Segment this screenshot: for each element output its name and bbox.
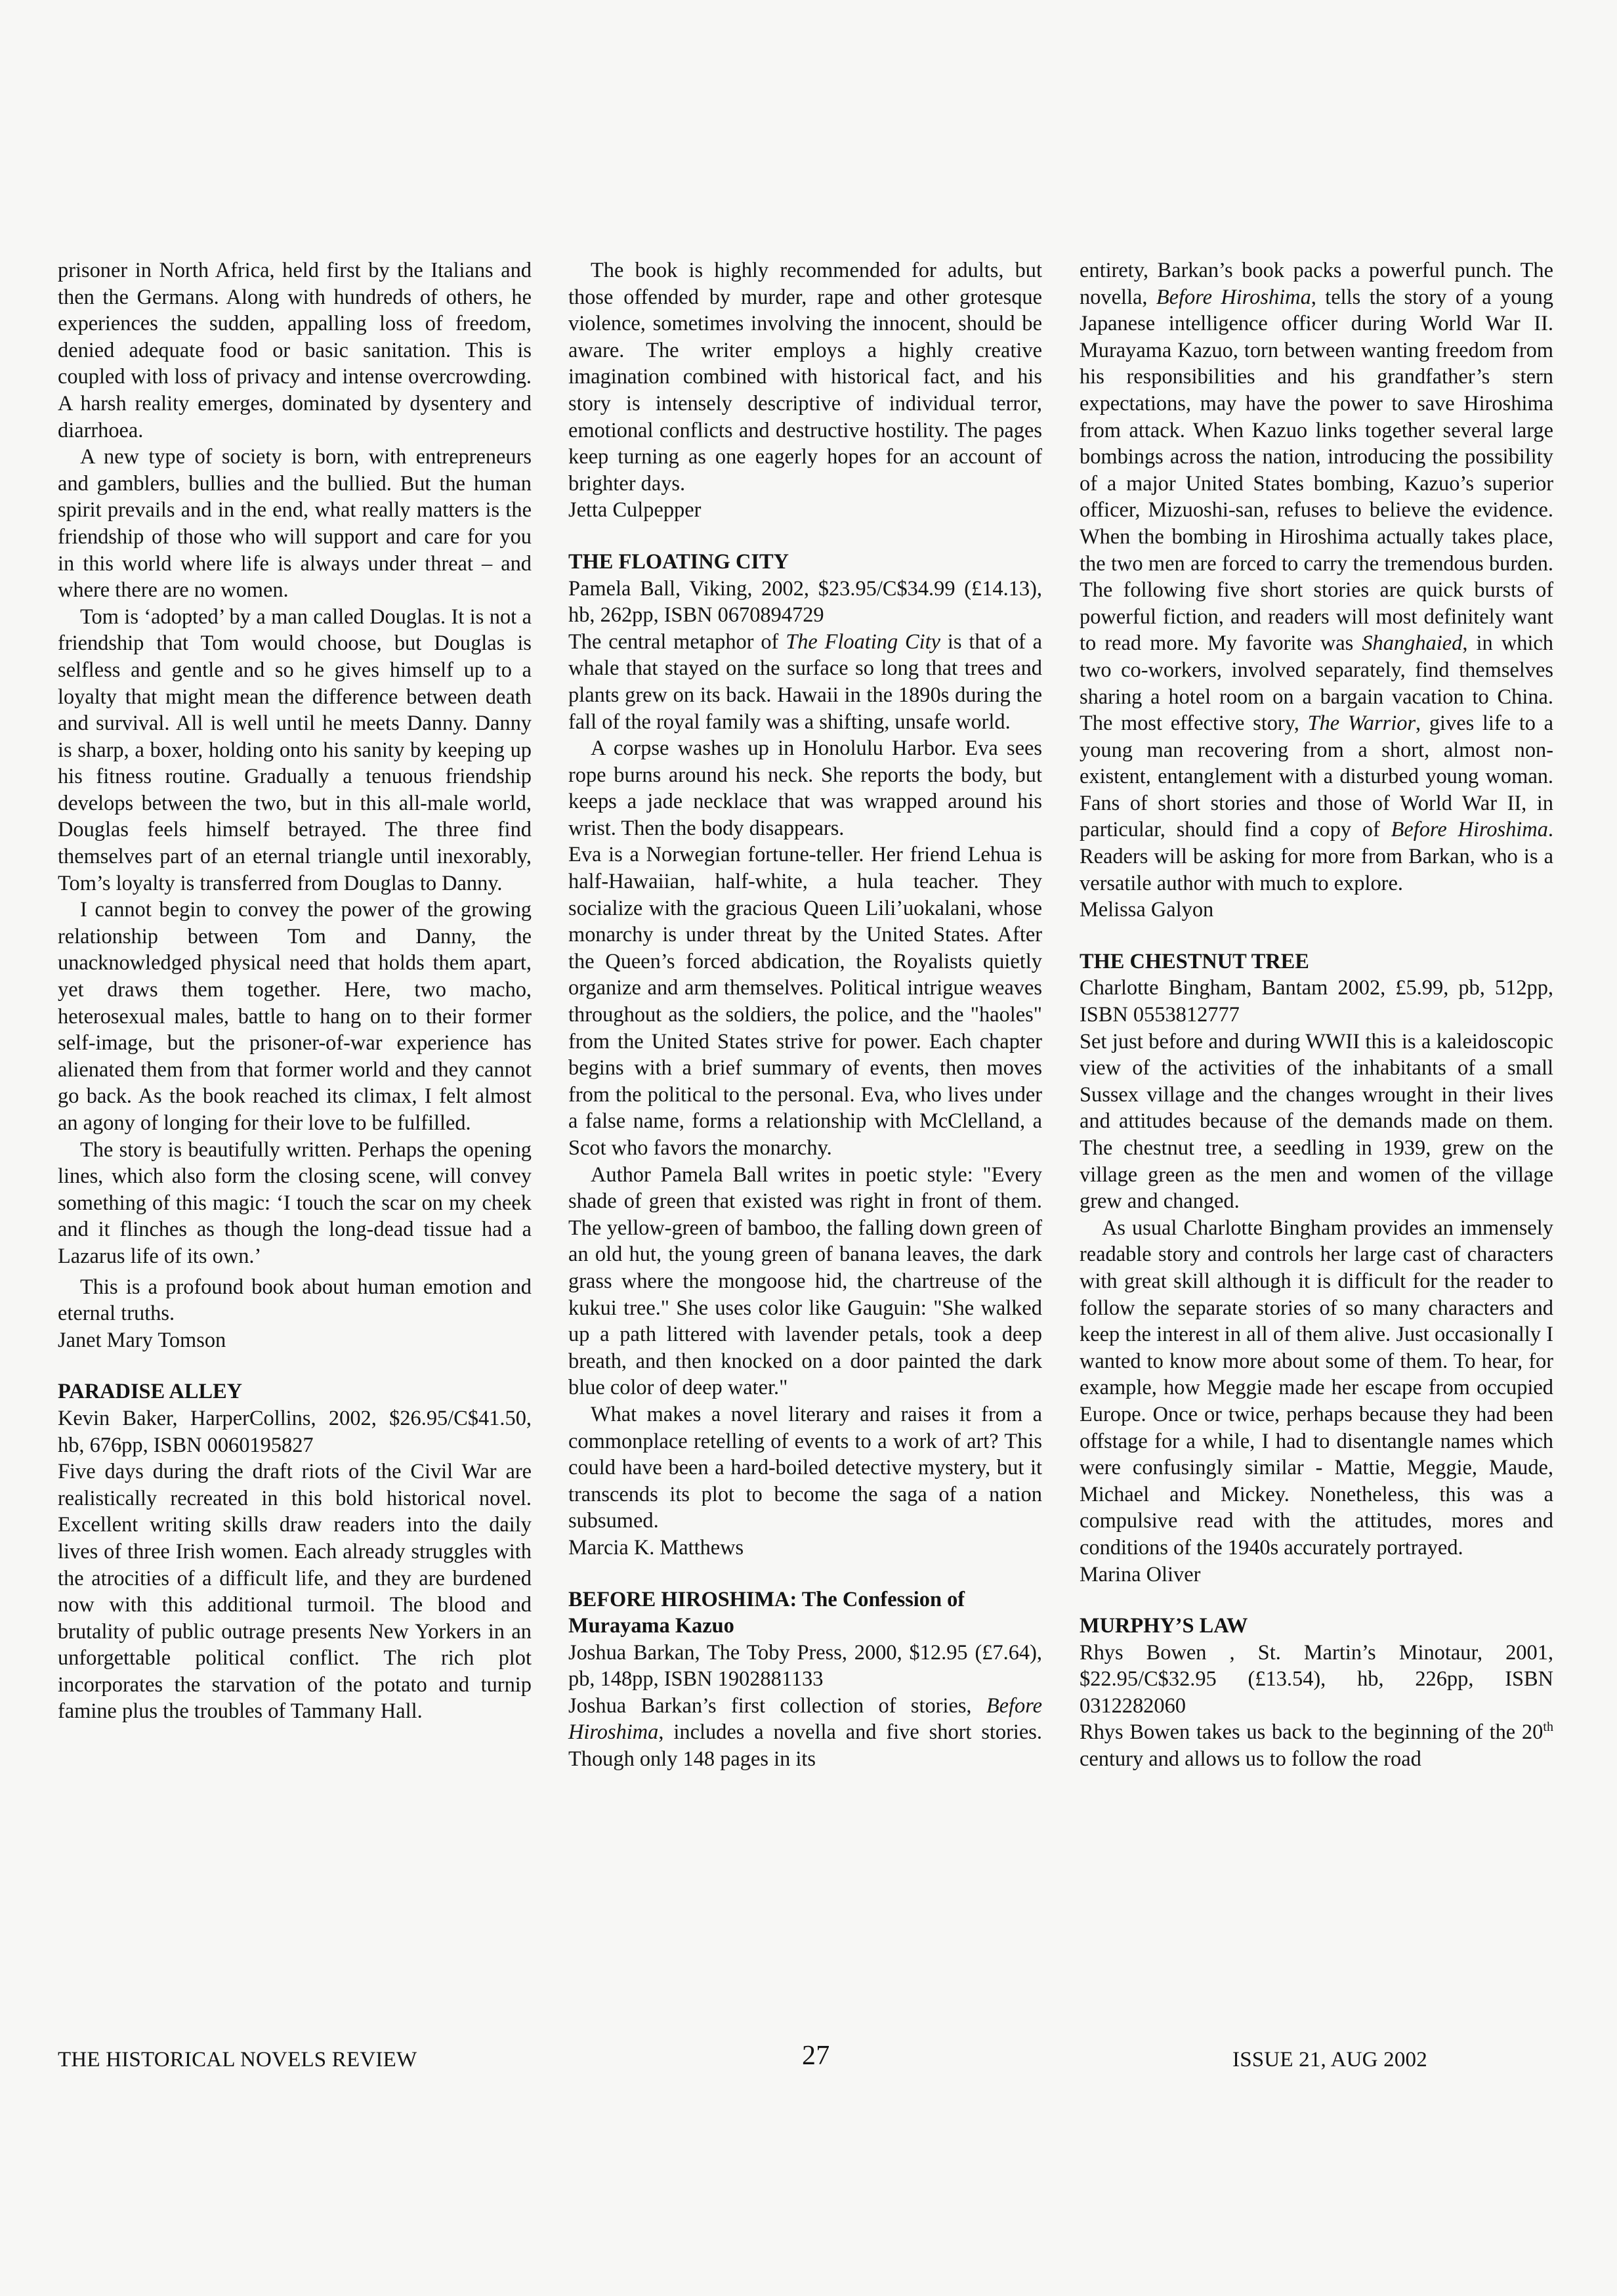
book-title-italic: The Floating City — [786, 629, 941, 654]
paragraph: Rhys Bowen takes us back to the beginning of the 20th century and allows us to follow the road — [1080, 1720, 1553, 1772]
paragraph: Author Pamela Ball writes in poetic style: "Every shade of green that existed was right in front of them. The yellow-green of bamboo, the falling down green of an old hut, the young green of banana leaves, the dark grass where the mongoose hid, the chartreuse of the kukui tree." She uses color like Gauguin: "She walked up a path littered with lavender petals, took a deep breath, and then knocked on a door painted the dark blue color of deep water." — [568, 1162, 1042, 1400]
paragraph: Set just before and during WWII this is a kaleidoscopic view of the activities of the inhabitants of a small Sussex village and the changes wrought in their lives and attitudes because of the demands made on them. The chestnut tree, a seedling in 1939, grew on the village green as the men and women of the village grew and changed. — [1080, 1029, 1553, 1214]
paragraph: I cannot begin to convey the power of the growing relationship between Tom and Danny, the unacknowledged physical need that holds them apart, yet draws them together. Here, two macho, heterosexual males, battle to hang on to their former self-image, but the prisoner-of-war experience has alienated them from that former world and they cannot go back. As the book reached its climax, I felt almost an agony of longing for their love to be fulfilled. — [58, 898, 532, 1135]
reviewer-signature: Marina Oliver — [1080, 1562, 1201, 1586]
review-heading-murphys-law: MURPHY’S LAW — [1080, 1614, 1248, 1638]
paragraph: A new type of society is born, with entrepreneurs and gamblers, bullies and the bullied. But the human spirit prevails and in the end, what really matters is the friendship of those who will support and care for you in this world where life is always under threat – and where there are no women. — [58, 445, 532, 603]
reviewer-signature: Jetta Culpepper — [568, 498, 702, 522]
column-middle — [568, 257, 1042, 1773]
paragraph: A corpse washes up in Honolulu Harbor. Eva sees rope burns around his neck. She reports the body, but keeps a jade necklace that was wrapped around his wrist. Then the body disappears. — [568, 736, 1042, 840]
review-heading-paradise-alley: PARADISE ALLEY — [58, 1380, 243, 1404]
story-title-italic: The Warrior — [1307, 712, 1416, 736]
book-title-italic: Before Hiroshima — [568, 1693, 1042, 1745]
column-left — [58, 257, 532, 1725]
paragraph: What makes a novel literary and raises it from a commonplace retelling of events to a work of art? This could have been a hard-boiled detective mystery, but it transcends its plot to become the saga of a nation subsumed. — [568, 1402, 1042, 1533]
reviewer-signature: Janet Mary Tomson — [58, 1328, 226, 1352]
paragraph: As usual Charlotte Bingham provides an immensely readable story and controls her large cast of characters with great skill although it is difficult for the reader to follow the separate stories of so many characters and keep the interest in all of them alive. Just occasionally I wanted to know more about some of them. To hear, for example, how Meggie made her escape from occupied Europe. Once or twice, perhaps because they had been offstage for a while, I had to disentangle names which were confusingly similar - Mattie, Meggie, Maude, Michael and Mickey. Nonetheless, this was a compulsive read with the attitudes, mores and conditions of the 1940s accurately portrayed. — [1080, 1216, 1553, 1560]
paragraph: Joshua Barkan’s first collection of stories, Before Hiroshima, includes a novella and five short stories. Though only 148 pages in its — [568, 1693, 1042, 1772]
book-details: Kevin Baker, HarperCollins, 2002, $26.95/C$41.50, hb, 676pp, ISBN 0060195827 — [58, 1406, 532, 1457]
footer-publication-name: THE HISTORICAL NOVELS REVIEW — [58, 2048, 417, 2072]
book-details: Joshua Barkan, The Toby Press, 2000, $12.95 (£7.64), pb, 148pp, ISBN 1902881133 — [568, 1640, 1042, 1691]
book-title-italic: Before Hiroshima — [1391, 818, 1548, 842]
review-heading-floating-city: THE FLOATING CITY — [568, 549, 789, 574]
footer-issue: ISSUE 21, AUG 2002 — [1232, 2048, 1427, 2072]
paragraph: This is a profound book about human emotion and eternal truths. — [58, 1275, 532, 1326]
paragraph: The story is beautifully written. Perhaps the opening lines, which also form the closing scene, will convey something of this magic: ‘I touch the scar on my cheek and it flinches as though the long-dead tissue had a Lazarus life of its own.’ — [58, 1137, 532, 1268]
reviewer-signature: Melissa Galyon — [1080, 898, 1214, 922]
paragraph: Five days during the draft riots of the Civil War are realistically recreated in this bold historical novel. Excellent writing skills draw readers into the daily lives of three Irish women. Each already struggles with the atrocities of a difficult life, and they are burdened now with this additional turmoil. The blood and brutality of public outrage presents New Yorkers in an unforgettable political conflict. The rich plot incorporates the starvation of the potato and turnip famine plus the troubles of Tammany Hall. — [58, 1460, 532, 1724]
story-title-italic: Shanghaied — [1362, 631, 1463, 656]
paragraph: entirety, Barkan’s book packs a powerful punch. The novella, Before Hiroshima, tells the story of a young Japanese intelligence officer during World War II. Murayama Kazuo, torn between wanting freedom from his responsibilities and his grandfather’s stern expectations, may have the power to save Hiroshima from attack. When Kazuo links together several large bombings across the nation, introducing the possibility of a major United States bombing, Kazuo’s superior officer, Mizuoshi-san, refuses to believe the evidence. When the bombing in Hiroshima actually takes place, the two men are forced to carry the tremendous burden. The following five short stories are quick bursts of powerful fiction, and readers will most definitely want to read more. My favorite was Shanghaied, in which two co-workers, involved separately, find themselves sharing a hotel room on a bargain vacation to China. The most effective story, The Warrior, gives life to a young man recovering from a short, almost non-existent, entanglement with a disturbed young woman. Fans of short stories and those of World War II, in particular, should find a copy of Before Hiroshima. Readers will be asking for more from Barkan, who is a versatile author with much to explore. — [1080, 259, 1553, 895]
review-heading-before-hiroshima: BEFORE HIROSHIMA: The Confession of Murayama Kazuo — [568, 1587, 965, 1638]
reviewer-signature: Marcia K. Matthews — [568, 1535, 744, 1560]
paragraph: The book is highly recommended for adults, but those offended by murder, rape and other grotesque violence, sometimes involving the innocent, should be aware. The writer employs a highly creative imagination combined with historical fact, and his story is intensely descriptive of individual terror, emotional conflicts and destructive hostility. The pages keep turning as one eagerly hopes for an account of brighter days. — [568, 259, 1042, 496]
paragraph: prisoner in North Africa, held first by the Italians and then the Germans. Along with hundreds of others, he experiences the sudden, appalling loss of freedom, denied adequate food or basic sanitation. This is coupled with loss of privacy and intense overcrowding. A harsh reality emerges, dominated by dysentery and diarrhoea. — [58, 259, 532, 442]
page-number: 27 — [802, 2041, 830, 2071]
book-details: Rhys Bowen , St. Martin’s Minotaur, 2001, $22.95/C$32.95 (£13.54), hb, 226pp, ISBN 0312282060 — [1080, 1640, 1553, 1718]
book-title-italic: Before Hiroshima — [1156, 285, 1311, 309]
book-details: Charlotte Bingham, Bantam 2002, £5.99, pb, 512pp, ISBN 0553812777 — [1080, 976, 1553, 1027]
paragraph: Tom is ‘adopted’ by a man called Douglas. It is not a friendship that Tom would choose, but Douglas is selfless and gentle and so he gives himself up to a loyalty that might mean the difference between death and survival. All is well until he meets Danny. Danny is sharp, a boxer, holding onto his sanity by keeping up his fitness routine. Gradually a tenuous friendship develops between the two, but in this all-male world, Douglas feels himself betrayed. The three find themselves part of an eternal triangle until inexorably, Tom’s loyalty is transferred from Douglas to Danny. — [58, 605, 532, 895]
book-details: Pamela Ball, Viking, 2002, $23.95/C$34.99 (£14.13), hb, 262pp, ISBN 0670894729 — [568, 576, 1042, 627]
paragraph: The central metaphor of The Floating City is that of a whale that stayed on the surface so long that trees and plants grew on its back. Hawaii in the 1890s during the fall of the royal family was a shifting, unsafe world. — [568, 629, 1042, 734]
column-right — [1080, 257, 1553, 1773]
paragraph: Eva is a Norwegian fortune-teller. Her friend Lehua is half-Hawaiian, half-white, a hula teacher. They socialize with the gracious Queen Lili’uokalani, whose monarchy is under threat by the United States. After the Queen’s forced abdication, the Royalists quietly organize and arm themselves. Political intrigue weaves throughout as the soldiers, the police, and the "haoles" from the United States strive for power. Each chapter begins with a brief summary of events, then moves from the political to the personal. Eva, who lives under a false name, forms a relationship with McClelland, a Scot who favors the monarchy. — [568, 843, 1042, 1160]
review-heading-chestnut-tree: THE CHESTNUT TREE — [1080, 949, 1309, 973]
